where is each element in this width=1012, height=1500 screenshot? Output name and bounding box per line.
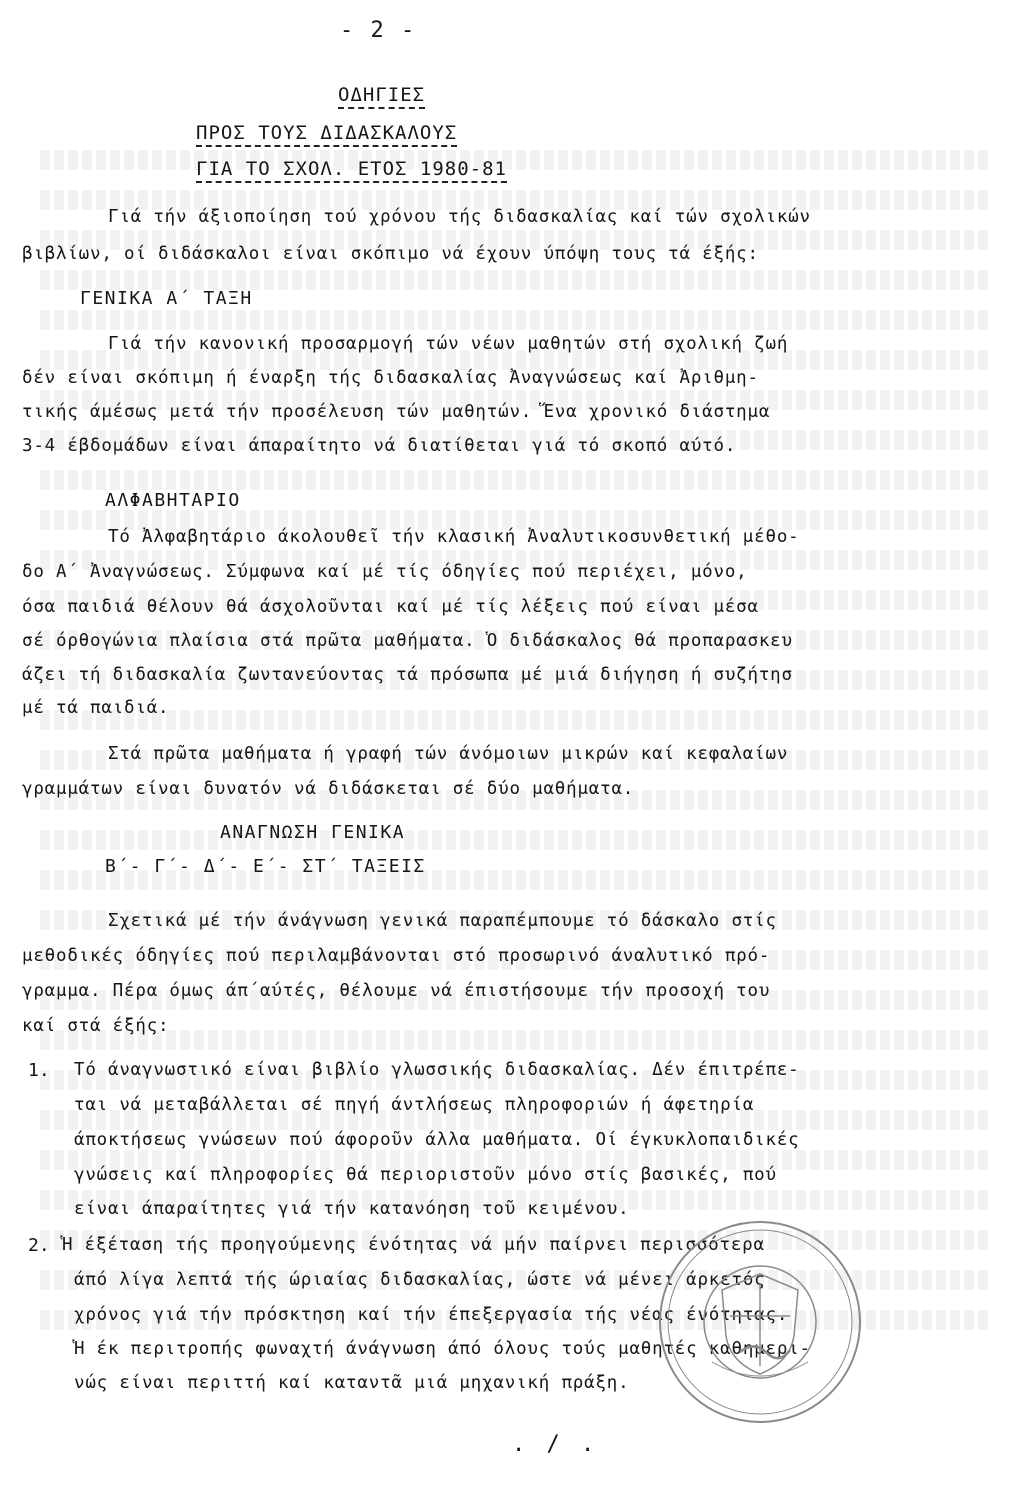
intro-line: Γιά τήν άξιοποίηση τού χρόνου τής διδασκαλίας καί τών σχολικών xyxy=(108,207,811,227)
official-seal-icon xyxy=(650,1212,870,1432)
list-item-line: νώς είναι περιττή καί καταντᾶ μιά μηχανική πράξη. xyxy=(74,1373,630,1393)
list-item-line: Τό άναγνωστικό είναι βιβλίο γλωσσικής διδασκαλίας. Δέν έπιτρέπε- xyxy=(74,1060,800,1080)
paragraph-line: Σχετικά μέ τήν άνάγνωση γενικά παραπέμπουμε τό δάσκαλο στίς xyxy=(108,911,777,931)
paragraph-line: σέ όρθογώνια πλαίσια στά πρῶτα μαθήματα. Ὁ διδάσκαλος θά προπαρασκευ xyxy=(22,631,793,651)
paragraph-line: Στά πρῶτα μαθήματα ή γραφή τών άνόμοιων μικρών καί κεφαλαίων xyxy=(108,744,789,764)
paragraph-line: δέν είναι σκόπιμη ή έναρξη τής διδασκαλίας Ἀναγνώσεως καί Ἀριθμη- xyxy=(22,368,759,388)
list-item-line: είναι άπαραίτητες γιά τήν κατανόηση τοῦ κειμένου. xyxy=(74,1199,630,1219)
paragraph-line: καί στά έξής: xyxy=(22,1016,170,1036)
list-item-line: χρόνος γιά τήν πρόσκτηση καί τήν έπεξεργασία τής νέας ένότητας. xyxy=(74,1305,789,1325)
section-heading-grades: Β΄- Γ΄- Δ΄- Ε΄- ΣΤ΄ ΤΑΞΕΙΣ xyxy=(105,856,426,877)
paragraph-line: άζει τή διδασκαλία ζωντανεύοντας τά πρόσωπα μέ μιά διήγηση ή συζήτησ xyxy=(22,665,793,685)
list-item-line: άποκτήσεως γνώσεων πού άφοροῦν άλλα μαθήματα. Οί έγκυκλοπαιδικές xyxy=(74,1130,800,1150)
list-item-line: άπό λίγα λεπτά τής ώριαίας διδασκαλίας, ώστε νά μένει άρκετός xyxy=(74,1270,766,1290)
continuation-mark: . / . xyxy=(512,1432,599,1457)
paragraph-line: δο Α΄ Ἀναγνώσεως. Σύμφωνα καί μέ τίς όδηγίες πού περιέχει, μόνο, xyxy=(22,562,748,582)
document-subtitle-recipients: ΠΡΟΣ ΤΟΥΣ ΔΙΔΑΣΚΑΛΟΥΣ xyxy=(196,122,457,147)
paragraph-line: Γιά τήν κανονική προσαρμογή τών νέων μαθητών στή σχολική ζωή xyxy=(108,334,789,354)
paragraph-line: Τό Ἀλφαβητάριο άκολουθεῖ τήν κλασική Ἀναλυτικοσυνθετική μέθο- xyxy=(108,527,800,547)
list-item-line: ται νά μεταβάλλεται σέ πηγή άντλήσεως πληροφοριών ή άφετηρία xyxy=(74,1095,755,1115)
list-item-line: Ἡ έξέταση τής προηγούμενης ένότητας νά μήν παίρνει περισσότερα xyxy=(62,1235,765,1255)
document-subtitle-year: ΓΙΑ ΤΟ ΣΧΟΛ. ΕΤΟΣ 1980-81 xyxy=(196,158,507,183)
list-item-line: Ἡ έκ περιτροπής φωναχτή άνάγνωση άπό όλους τούς μαθητές καθημερι- xyxy=(74,1339,811,1359)
paragraph-line: 3-4 έβδομάδων είναι άπαραίτητο νά διατίθεται γιά τό σκοπό αύτό. xyxy=(22,436,737,456)
paragraph-line: τικής άμέσως μετά τήν προσέλευση τών μαθητών. Ἕνα χρονικό διάστημα xyxy=(22,402,771,422)
intro-line: βιβλίων, οί διδάσκαλοι είναι σκόπιμο νά έχουν ύπόψη τους τά έξής: xyxy=(22,244,759,264)
list-item-number: 1. xyxy=(28,1060,50,1081)
paragraph-line: όσα παιδιά θέλουν θά άσχολοῦνται καί μέ τίς λέξεις πού είναι μέσα xyxy=(22,597,759,617)
paragraph-line: γραμμάτων είναι δυνατόν νά διδάσκεται σέ δύο μαθήματα. xyxy=(22,779,635,799)
document-title: ΟΔΗΓΙΕΣ xyxy=(338,84,425,109)
list-item-line: γνώσεις καί πληροφορίες θά περιοριστοῦν μόνο στίς βασικές, πού xyxy=(74,1165,777,1185)
section-heading-first-grade: ΓΕΝΙΚΑ Α΄ ΤΑΞΗ xyxy=(80,288,253,309)
page-number: - 2 - xyxy=(340,18,417,43)
paragraph-line: μεθοδικές όδηγίες πού περιλαμβάνονται στό προσωρινό άναλυτικό πρό- xyxy=(22,946,771,966)
paragraph-line: γραμμα. Πέρα όμως άπ΄αύτές, θέλουμε νά έπιστήσουμε τήν προσοχή του xyxy=(22,981,771,1001)
list-item-number: 2. xyxy=(28,1235,50,1256)
paragraph-line: μέ τά παιδιά. xyxy=(22,698,170,718)
section-heading-alphabet-book: ΑΛΦΑΒΗΤΑΡΙΟ xyxy=(105,490,241,511)
section-heading-reading: ΑΝΑΓΝΩΣΗ ΓΕΝΙΚΑ xyxy=(220,822,406,843)
